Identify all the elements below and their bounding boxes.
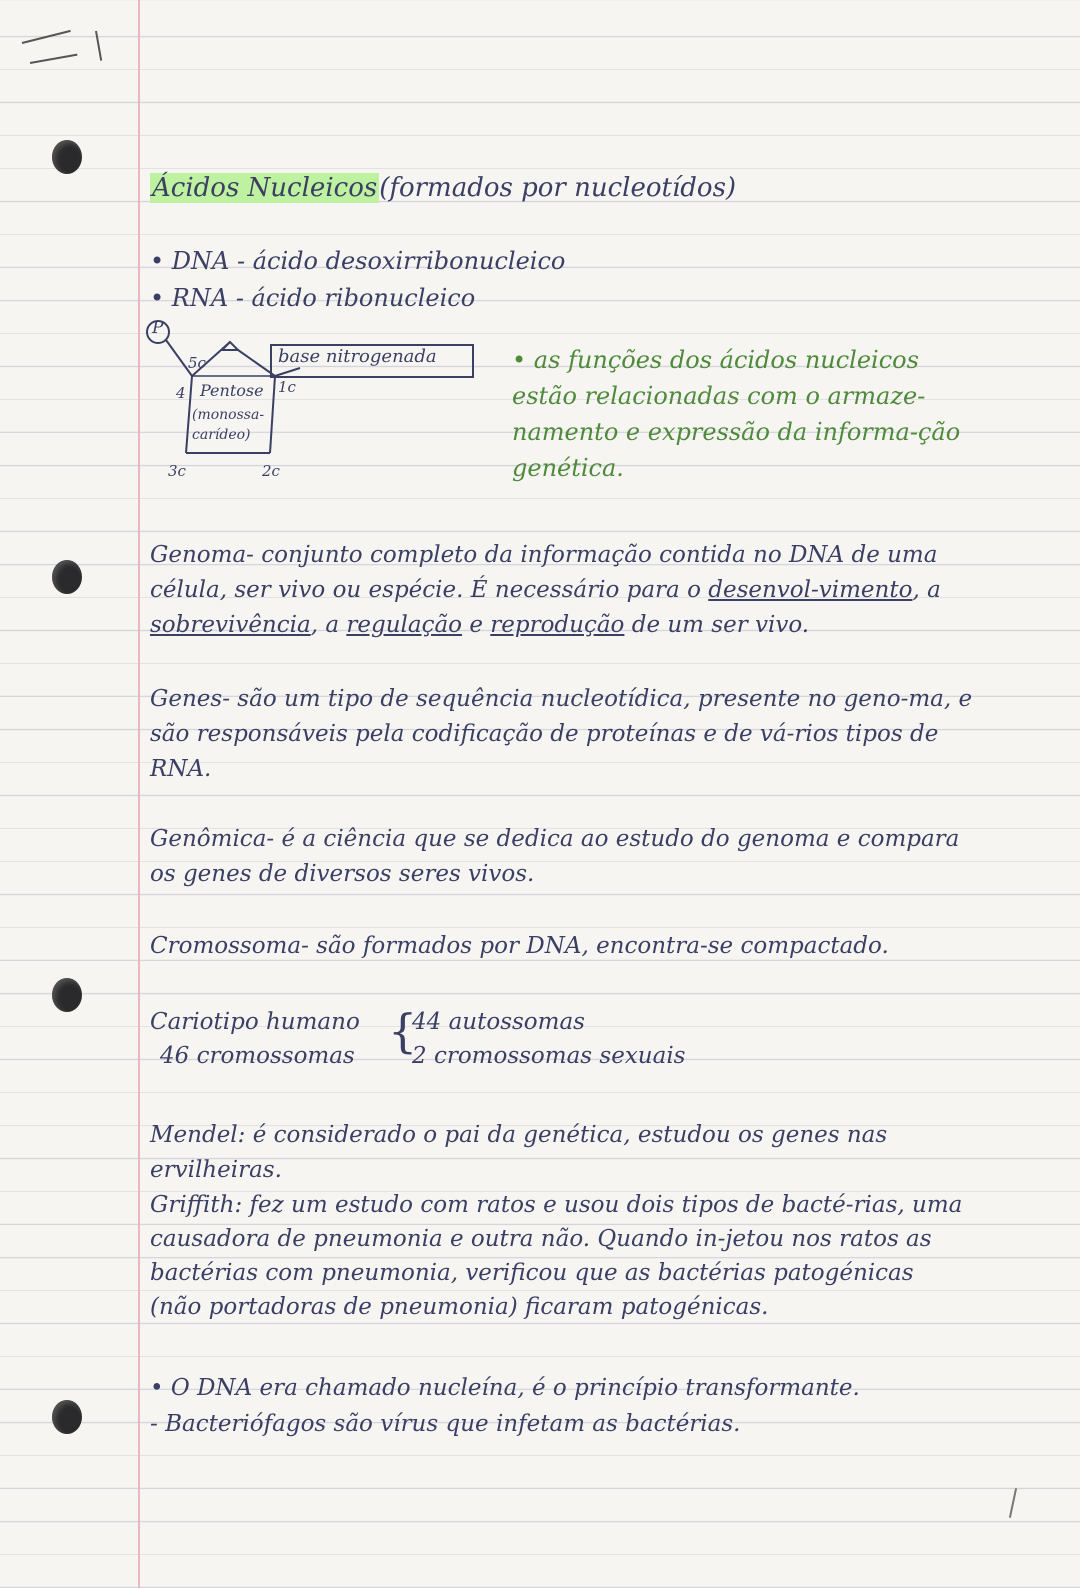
page-title (150, 172, 736, 205)
mendel-term: Mendel (150, 1122, 238, 1148)
cariotipo-line2: 46 cromossomas (160, 1043, 355, 1069)
label-2c: 2c (262, 462, 280, 480)
dna-line: • DNA - ácido desoxirribonucleico (150, 247, 566, 275)
bullet-bacteriofagos: - Bacteriófagos são vírus que infetam as bactérias. (150, 1411, 741, 1437)
binder-hole (52, 978, 82, 1012)
label-3c: 3c (168, 462, 186, 480)
base-label: base nitrogenada (278, 346, 437, 367)
bullet-dna-nucleina: • O DNA era chamado nucleína, é o princípio transformante. (150, 1375, 860, 1401)
genomica-text: - é a ciência que se dedica ao estudo do genoma e compara os genes de diversos seres vivos. (150, 826, 960, 887)
cromossoma-term: Cromossoma (150, 933, 302, 959)
carideo-label: carídeo) (192, 427, 251, 443)
genes-text: - são um tipo de sequência nucleotídica, presente no geno-ma, e são responsáveis pela codificação de proteínas e de vá-rios tipos de RNA. (150, 686, 973, 782)
margin-line (138, 0, 140, 1588)
griffith-text: : fez um estudo com ratos e usou dois tipos de bacté-rias, uma causadora de pneumonia e outra não. Quando in-jetou nos ratos as bactérias com pneumonia, verificou que as bactérias patogénicas (não portadoras de pneumonia) ficaram patogénicas. (150, 1192, 963, 1320)
genomica-paragraph (150, 822, 980, 892)
label-5c: 5c (188, 354, 206, 372)
griffith-term: Griffith (150, 1192, 235, 1218)
phosphate-label: P (152, 318, 164, 338)
rna-line: • RNA - ácido ribonucleico (150, 284, 476, 312)
binder-hole (52, 140, 82, 174)
genoma-text-5: de um ser vivo. (624, 612, 810, 638)
binder-hole (52, 1400, 82, 1434)
title-main: Ácidos Nucleicos (152, 173, 378, 203)
title-sub: (formados por nucleotídos) (379, 173, 737, 203)
cariotipo-item1: 44 autossomas (412, 1009, 585, 1035)
genoma-sobrevivencia: sobrevivência (150, 612, 311, 638)
label-1c: 1c (278, 378, 296, 396)
genoma-paragraph (150, 538, 980, 643)
genes-term: Genes (150, 686, 223, 712)
griffith-paragraph (150, 1188, 970, 1324)
brace: { (388, 1004, 418, 1058)
genomica-term: Genômica (150, 826, 267, 852)
genoma-desenvolvimento: desenvol-vimento (708, 577, 913, 603)
nucleotide-diagram (140, 318, 480, 508)
genoma-term: Genoma (150, 542, 247, 568)
cariotipo-line1: Cariotipo humano (150, 1009, 360, 1035)
genes-paragraph (150, 682, 980, 787)
functions-note: • as funções dos ácidos nucleicos estão relacionadas com o armaze-namento e expressão da informa-ção genética. (512, 346, 961, 482)
mendel-paragraph (150, 1118, 965, 1188)
label-4: 4 (176, 384, 186, 402)
cromossoma-paragraph (150, 930, 889, 963)
genoma-reproducao: reprodução (490, 612, 625, 638)
genoma-regulacao: regulação (346, 612, 463, 638)
genoma-text-4: e (462, 612, 491, 638)
mendel-text: : é considerado o pai da genética, estudou os genes nas ervilheiras. (150, 1122, 888, 1183)
genoma-text-2: , a (912, 577, 941, 603)
binder-hole (52, 560, 82, 594)
cromossoma-text: - são formados por DNA, encontra-se compactado. (301, 933, 889, 959)
genoma-text-1: - conjunto completo da informação contida no DNA de uma célula, ser vivo ou espécie. É necessário para o (150, 542, 938, 603)
pentose-label: Pentose (200, 381, 264, 400)
cariotipo-item2: 2 cromossomas sexuais (412, 1043, 686, 1069)
genoma-text-3: , a (310, 612, 347, 638)
monossacarideo-label: (monossa- (192, 407, 265, 423)
